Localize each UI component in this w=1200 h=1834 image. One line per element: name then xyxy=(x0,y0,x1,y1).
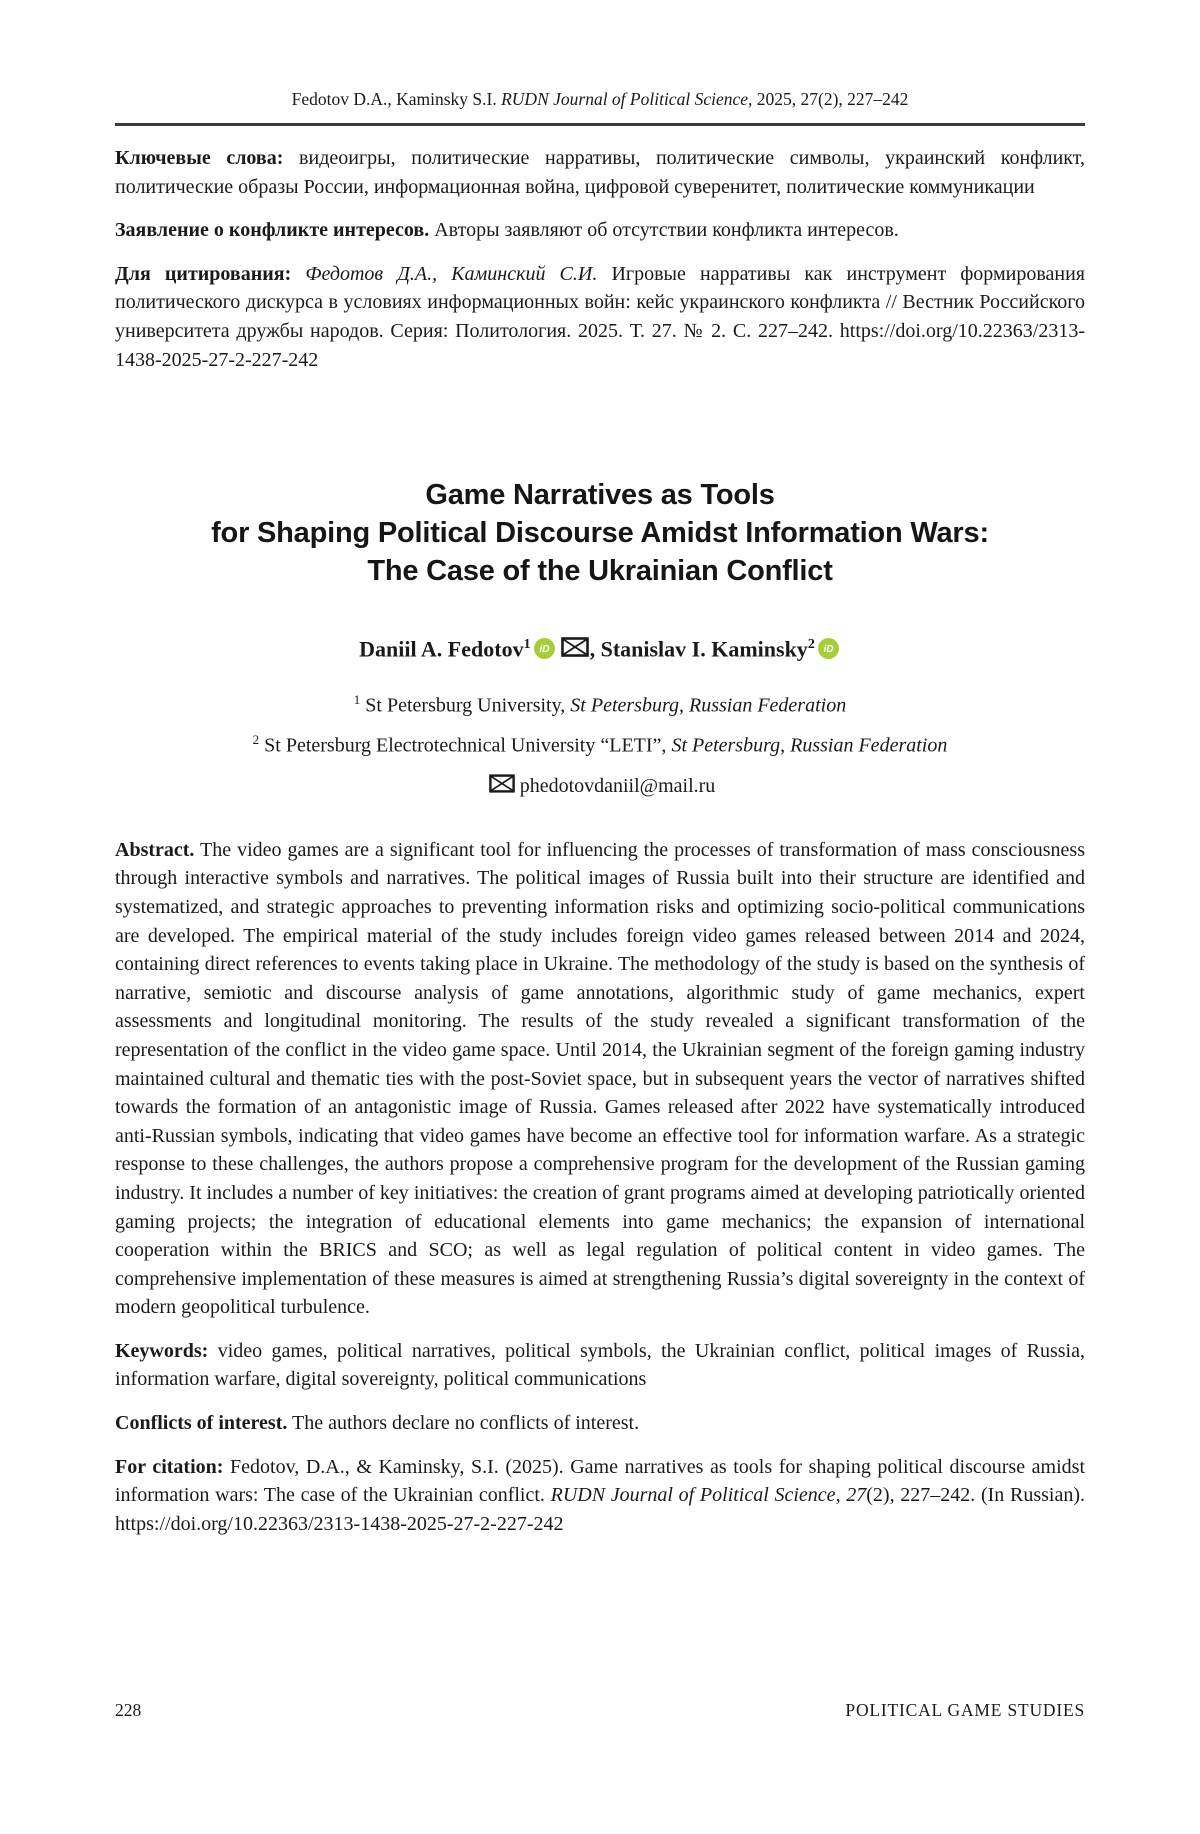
affiliation-2-location: St Petersburg, Russian Federation xyxy=(671,734,948,757)
citation-en-journal: RUDN Journal of Political Science xyxy=(550,1484,836,1507)
running-head-issue: 2025, 27(2), 227–242 xyxy=(752,89,909,109)
conflicts-en-paragraph xyxy=(115,1409,1085,1438)
abstract-label: Abstract. xyxy=(115,838,195,861)
citation-en-paragraph xyxy=(115,1453,1085,1539)
citation-ru-authors: Федотов Д.А., Каминский С.И. xyxy=(291,262,598,285)
citation-en-text2: , xyxy=(835,1484,847,1507)
citation-ru-label: Для цитирования: xyxy=(115,262,292,285)
header-rule xyxy=(115,123,1085,126)
affiliation-2-marker: 2 xyxy=(252,732,260,748)
citation-en-volume: 27 xyxy=(846,1484,867,1507)
affiliation-1-location: St Petersburg, Russian Federation xyxy=(570,695,847,718)
conflicts-en-label: Conflicts of interest. xyxy=(115,1412,288,1435)
corresponding-author-envelope-icon[interactable] xyxy=(561,635,589,665)
corresponding-email-line xyxy=(115,771,1085,802)
envelope-icon xyxy=(489,772,515,802)
author1-affiliation-marker: 1 xyxy=(523,637,531,653)
affiliation-1-org: St Petersburg University, xyxy=(360,695,571,718)
page-number: 228 xyxy=(115,1700,142,1720)
conflict-ru-paragraph xyxy=(115,216,1085,245)
citation-en-text3: (2), 227–242. (In Russian). xyxy=(866,1484,1085,1507)
keywords-ru-label: Ключевые слова: xyxy=(115,147,284,169)
abstract-paragraph xyxy=(115,836,1085,1322)
author2-name: Stanislav I. Kaminsky xyxy=(600,636,808,662)
running-head xyxy=(115,88,1085,110)
authors-separator: , xyxy=(589,636,601,662)
conflict-ru-label: Заявление о конфликте интересов. xyxy=(115,219,430,242)
keywords-en-text: video games, political narratives, political symbols, the Ukrainian conflict, political images of Russia, information warfare, digital sovereignty, political communications xyxy=(115,1339,1085,1391)
page-footer xyxy=(115,1700,1085,1721)
keywords-en-paragraph xyxy=(115,1337,1085,1394)
article-title-line1: Game Narratives as Tools xyxy=(425,479,775,512)
affiliation-2-org: St Petersburg Electrotechnical University “LETI”, xyxy=(259,734,672,757)
affiliation-1 xyxy=(115,683,1085,723)
conflict-ru-text: Авторы заявляют об отсутствии конфликта интересов. xyxy=(429,219,899,242)
conflicts-en-text: The authors declare no conflicts of interest. xyxy=(287,1412,640,1435)
affiliations xyxy=(115,683,1085,762)
abstract-text: The video games are a significant tool for influencing the processes of transformation of mass consciousness through interactive symbols and narratives. The political images of Russia built into their structure are identified and systematized, and strategic approaches to preventing information risks and optimizing socio-political communications are developed. The empirical material of the study includes foreign video games released between 2014 and 2024, containing direct references to events taking place in Ukraine. The methodology of the study is based on the synthesis of narrative, semiotic and discourse analysis of game annotations, algorithmic study of game mechanics, expert assessments and longitudinal monitoring. The results of the study revealed a significant transformation of the representation of the conflict in the video game space. Until 2014, the Ukrainian segment of the foreign gaming industry maintained cultural and thematic ties with the post-Soviet space, but in subsequent years the vector of narratives shifted towards the formation of an antagonistic image of Russia. Games released after 2022 have systematically introduced anti-Russian symbols, indicating that video games have become an effective tool for information warfare. As a strategic response to these challenges, the authors propose a comprehensive program for the development of the Russian gaming industry. It includes a number of key initiatives: the creation of grant programs aimed at developing patriotically oriented gaming projects; the integration of educational elements into game mechanics; the expansion of international cooperation within the BRICS and SCO; as well as legal regulation of political content in video games. The comprehensive implementation of these measures is aimed at strengthening Russia’s digital sovereignty in the context of modern geopolitical turbulence. xyxy=(115,838,1085,1319)
keywords-en-label: Keywords: xyxy=(115,1339,209,1362)
article-title-line3: The Case of the Ukrainian Conflict xyxy=(367,555,833,588)
citation-ru-paragraph xyxy=(115,260,1085,374)
keywords-ru-paragraph xyxy=(115,144,1085,201)
authors-line xyxy=(115,630,1085,667)
orcid-icon[interactable] xyxy=(818,637,839,667)
author2-affiliation-marker: 2 xyxy=(807,637,815,653)
citation-en-doi-link[interactable]: https://doi.org/10.22363/2313-1438-2025-27-2-227-242 xyxy=(115,1512,564,1535)
orcid-icon-label: iD xyxy=(539,644,550,656)
running-head-journal: RUDN Journal of Political Science, xyxy=(501,89,753,109)
corresponding-email-link[interactable]: phedotovdaniil@mail.ru xyxy=(519,774,716,797)
running-head-authors: Fedotov D.A., Kaminsky S.I. xyxy=(291,89,502,109)
section-title: POLITICAL GAME STUDIES xyxy=(845,1700,1085,1720)
affiliation-2 xyxy=(115,723,1085,763)
orcid-icon[interactable] xyxy=(534,637,555,667)
article-title xyxy=(115,476,1085,590)
citation-en-label: For citation: xyxy=(115,1455,224,1478)
article-title-line2: for Shaping Political Discourse Amidst Information Wars: xyxy=(211,517,989,550)
keywords-ru-text: видеоигры, политические нарративы, политические символы, украинский конфликт, политические образы России, информационная война, цифровой суверенитет, политические коммуникации xyxy=(115,147,1085,198)
citation-ru-doi-link[interactable]: https://doi.org/10.22363/2313-1438-2025-27-2-227-242 xyxy=(115,319,1085,371)
affiliation-1-marker: 1 xyxy=(353,692,361,708)
citation-ru-text: Игровые нарративы как инструмент формирования политического дискурса в условиях информационных войн: кейс украинского конфликта // Вестник Российского университета дружбы народов. Серия: Политология. 2025. Т. 27. № 2. С. 227–242. xyxy=(115,262,1085,342)
author1-name: Daniil A. Fedotov xyxy=(359,636,524,662)
orcid-icon-label: iD xyxy=(823,644,834,656)
citation-en-text1: Fedotov, D.A., & Kaminsky, S.I. (2025). Game narratives as tools for shaping political discourse amidst information wars: The case of the Ukrainian conflict. xyxy=(115,1455,1086,1507)
